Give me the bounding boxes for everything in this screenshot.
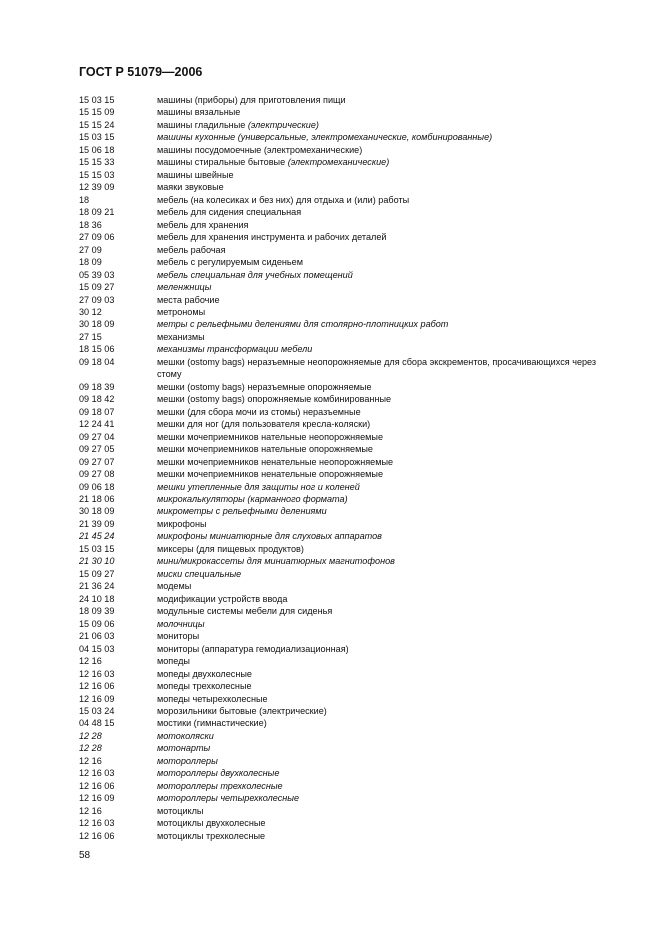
index-code: 09 18 39	[79, 381, 115, 392]
index-row	[79, 717, 619, 729]
index-code: 12 16 09	[79, 793, 115, 804]
index-term: машины гладильные (электрические)	[157, 119, 319, 130]
index-row	[79, 530, 619, 542]
index-row	[79, 431, 619, 443]
index-code: 21 45 24	[79, 531, 115, 542]
index-code: 05 39 03	[79, 269, 115, 280]
index-term: мебель с регулируемым сиденьем	[157, 257, 303, 268]
index-term: мотоколяски	[157, 730, 214, 741]
index-term: механизмы	[157, 331, 205, 342]
index-row	[79, 481, 619, 493]
index-row	[79, 331, 619, 343]
index-code: 27 15	[79, 331, 102, 342]
index-term: микрофоны миниатюрные для слуховых аппаратов	[157, 531, 382, 542]
index-code: 21 18 06	[79, 494, 115, 505]
index-row	[79, 294, 619, 306]
index-row	[79, 518, 619, 530]
index-row	[79, 156, 619, 168]
index-row	[79, 244, 619, 256]
index-code: 12 28	[79, 730, 102, 741]
index-code: 12 16 03	[79, 818, 115, 829]
index-term-note: (электрические)	[247, 119, 319, 130]
index-term: миксеры (для пищевых продуктов)	[157, 543, 304, 554]
index-row	[79, 306, 619, 318]
index-row	[79, 106, 619, 118]
index-term: мотороллеры трехколесные	[157, 780, 283, 791]
index-row	[79, 755, 619, 767]
index-term: мониторы	[157, 631, 200, 642]
index-term: мешки (ostomy bags) неразъемные неопорожняемые для сбора экскрементов, просачивающихся через стому	[157, 356, 597, 380]
index-term: мотоциклы	[157, 805, 204, 816]
index-term: машины посудомоечные (электромеханические)	[157, 144, 363, 155]
index-term: мешки (ostomy bags) опорожняемые комбинированные	[157, 394, 392, 405]
index-row	[79, 443, 619, 455]
index-code: 12 16 06	[79, 780, 115, 791]
index-code: 15 03 24	[79, 705, 115, 716]
index-term: мешки (ostomy bags) неразъемные опорожняемые	[157, 381, 372, 392]
index-term: мешки мочеприемников ненательные опорожняемые	[157, 469, 384, 480]
index-code: 04 15 03	[79, 643, 115, 654]
index-term: машины кухонные (универсальные, электромеханические, комбинированные)	[157, 132, 493, 143]
index-code: 15 03 15	[79, 95, 115, 105]
index-row	[79, 169, 619, 181]
index-code: 15 15 09	[79, 107, 115, 118]
index-term: морозильники бытовые (электрические)	[157, 705, 327, 716]
index-code: 18 09	[79, 257, 102, 268]
index-row	[79, 493, 619, 505]
index-term: метры с рельефными делениями для столярно-плотницких работ	[157, 319, 449, 330]
index-code: 09 27 08	[79, 469, 115, 480]
index-row	[79, 805, 619, 817]
index-term: мешки утепленные для защиты ног и коленей	[157, 481, 360, 492]
index-row	[79, 505, 619, 517]
index-row	[79, 356, 619, 381]
index-row	[79, 131, 619, 143]
index-row	[79, 830, 619, 842]
index-code: 09 27 04	[79, 431, 115, 442]
index-term: микрометры с рельефными делениями	[157, 506, 327, 517]
index-row	[79, 406, 619, 418]
index-row	[79, 705, 619, 717]
index-row	[79, 343, 619, 355]
index-term: мотороллеры двухколесные	[157, 768, 280, 779]
index-row	[79, 630, 619, 642]
index-row	[79, 269, 619, 281]
index-term: мебель для хранения инструмента и рабочих деталей	[157, 232, 387, 243]
index-row	[79, 231, 619, 243]
index-row	[79, 281, 619, 293]
index-term: модульные системы мебели для сиденья	[157, 606, 333, 617]
index-code: 18	[79, 194, 90, 205]
index-code: 12 16	[79, 656, 102, 667]
index-code: 30 18 09	[79, 319, 115, 330]
index-term: машины стиральные бытовые (электромеханические)	[157, 157, 390, 168]
index-code: 15 06 18	[79, 144, 115, 155]
index-code: 18 36	[79, 219, 102, 230]
index-code: 15 03 15	[79, 543, 115, 554]
index-term: меленжницы	[157, 282, 212, 293]
index-term: мешки (для сбора мочи из стомы) неразъемные	[157, 406, 361, 417]
index-term: мебель для сидения специальная	[157, 207, 302, 218]
index-code: 21 30 10	[79, 556, 115, 567]
index-row	[79, 468, 619, 480]
index-row	[79, 144, 619, 156]
index-row	[79, 181, 619, 193]
index-code: 15 15 03	[79, 169, 115, 180]
index-row	[79, 593, 619, 605]
index-code: 09 27 07	[79, 456, 115, 467]
index-term: мебель рабочая	[157, 244, 226, 255]
index-row	[79, 318, 619, 330]
index-row	[79, 219, 619, 231]
index-code: 15 15 33	[79, 157, 115, 168]
index-code: 30 18 09	[79, 506, 115, 517]
index-term: мини/микрокассеты для миниатюрных магнитофонов	[157, 556, 395, 567]
index-row	[79, 780, 619, 792]
index-code: 12 28	[79, 743, 102, 754]
index-code: 21 39 09	[79, 518, 115, 529]
index-term: мопеды трехколесные	[157, 681, 252, 692]
index-row	[79, 555, 619, 567]
index-term-note: (электромеханические)	[287, 157, 390, 168]
index-code: 15 09 27	[79, 568, 115, 579]
index-code: 12 39 09	[79, 182, 115, 193]
index-term: мебель (на колесиках и без них) для отдыха и (или) работы	[157, 194, 410, 205]
index-code: 12 16 06	[79, 830, 115, 841]
index-term: миски специальные	[157, 568, 242, 579]
index-row	[79, 605, 619, 617]
index-term: мотороллеры	[157, 755, 218, 766]
index-term: мостики (гимнастические)	[157, 718, 267, 729]
index-term: машины швейные	[157, 169, 234, 180]
index-row	[79, 418, 619, 430]
index-row	[79, 568, 619, 580]
index-row	[79, 94, 619, 106]
index-term: метрономы	[157, 306, 206, 317]
index-code: 21 36 24	[79, 581, 115, 592]
index-row	[79, 393, 619, 405]
index-term: молочницы	[157, 618, 205, 629]
index-code: 15 09 27	[79, 282, 115, 293]
page-number: 58	[79, 850, 91, 861]
index-row	[79, 742, 619, 754]
index-row	[79, 119, 619, 131]
index-code: 12 24 41	[79, 419, 115, 430]
index-code: 27 09 03	[79, 294, 115, 305]
index-row	[79, 580, 619, 592]
index-term: микрокалькуляторы (карманного формата)	[157, 494, 348, 505]
index-row	[79, 543, 619, 555]
index-code: 30 12	[79, 306, 102, 317]
index-code: 12 16	[79, 805, 102, 816]
index-row	[79, 456, 619, 468]
index-row	[79, 668, 619, 680]
index-code: 18 09 21	[79, 207, 115, 218]
index-term: микрофоны	[157, 518, 207, 529]
index-term: механизмы трансформации мебели	[157, 344, 313, 355]
index-row	[79, 256, 619, 268]
index-term: мотороллеры четырехколесные	[157, 793, 300, 804]
index-term: места рабочие	[157, 294, 220, 305]
index-code: 27 09	[79, 244, 102, 255]
document-header: ГОСТ Р 51079—2006	[79, 65, 203, 79]
index-term: мопеды	[157, 656, 190, 667]
index-row	[79, 792, 619, 804]
index-code: 12 16 06	[79, 681, 115, 692]
index-code: 18 09 39	[79, 606, 115, 617]
index-row	[79, 206, 619, 218]
index-code: 09 18 04	[79, 356, 115, 367]
index-term: мебель специальная для учебных помещений	[157, 269, 353, 280]
index-term: мешки мочеприемников ненательные неопорожняемые	[157, 456, 394, 467]
index-code: 27 09 06	[79, 232, 115, 243]
index-row	[79, 643, 619, 655]
index-code: 09 06 18	[79, 481, 115, 492]
index-term: мопеды четырехколесные	[157, 693, 268, 704]
index-code: 04 48 15	[79, 718, 115, 729]
index-code: 12 16 09	[79, 693, 115, 704]
index-term: маяки звуковые	[157, 182, 224, 193]
index-row	[79, 381, 619, 393]
index-code: 09 18 07	[79, 406, 115, 417]
index-row	[79, 730, 619, 742]
index-code: 15 03 15	[79, 132, 115, 143]
index-row	[79, 817, 619, 829]
index-term: мешки мочеприемников нательные неопорожняемые	[157, 431, 384, 442]
index-code: 15 15 24	[79, 119, 115, 130]
index-code: 18 15 06	[79, 344, 115, 355]
index-term: мотонарты	[157, 743, 211, 754]
index-code: 15 09 06	[79, 618, 115, 629]
index-row	[79, 655, 619, 667]
index-code: 24 10 18	[79, 593, 115, 604]
index-list	[79, 94, 619, 842]
index-code: 09 27 05	[79, 444, 115, 455]
index-row	[79, 194, 619, 206]
index-row	[79, 693, 619, 705]
index-term: мотоциклы трехколесные	[157, 830, 266, 841]
index-term: модемы	[157, 581, 192, 592]
index-row	[79, 680, 619, 692]
index-term: машины вязальные	[157, 107, 241, 118]
index-code: 21 06 03	[79, 631, 115, 642]
index-term: мониторы (аппаратура гемодиализационная)	[157, 643, 349, 654]
index-code: 12 16	[79, 755, 102, 766]
index-term: модификации устройств ввода	[157, 593, 288, 604]
index-row	[79, 767, 619, 779]
index-code: 09 18 42	[79, 394, 115, 405]
index-term: мебель для хранения	[157, 219, 249, 230]
index-code: 12 16 03	[79, 768, 115, 779]
index-term: мотоциклы двухколесные	[157, 818, 266, 829]
index-term: мопеды двухколесные	[157, 668, 252, 679]
index-code: 12 16 03	[79, 668, 115, 679]
index-row	[79, 618, 619, 630]
index-term: мешки мочеприемников нательные опорожняемые	[157, 444, 373, 455]
index-term: мешки для ног (для пользователя кресла-коляски)	[157, 419, 371, 430]
index-term: машины (приборы) для приготовления пищи	[157, 95, 346, 105]
